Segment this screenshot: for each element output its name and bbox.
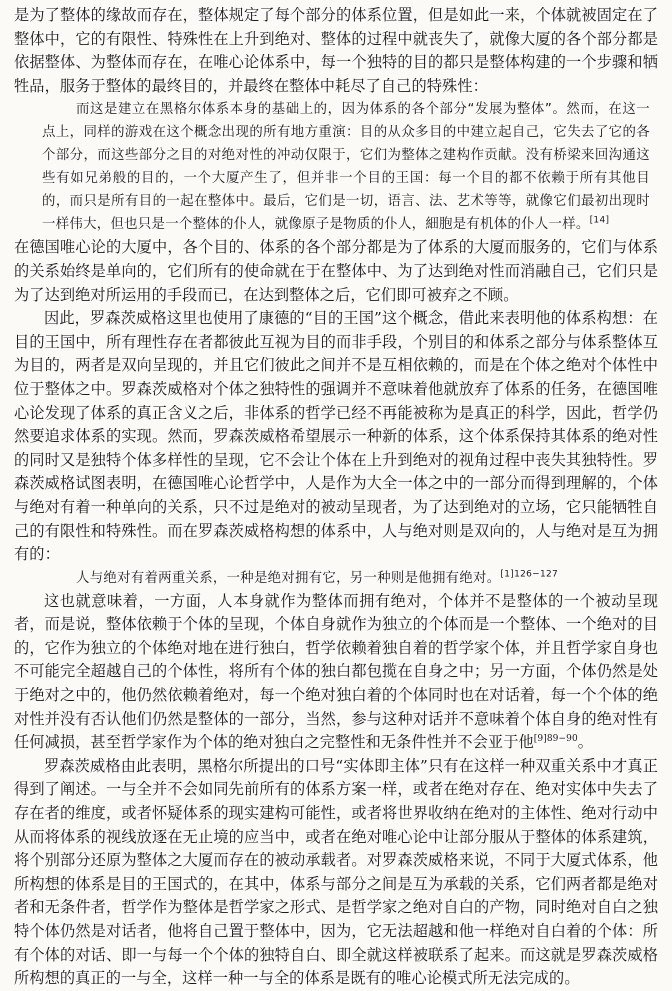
paragraph-1: 是为了整体的缘故而存在，整体规定了每个部分的体系位置，但是如此一来，个体就被固定在了整体中，它的有限性、特殊性在上升到绝对、整体的过程中就丧失了，就像大厦的各个部分都是依据整体、为整体而存在，在唯心论体系中，每一个独特的目的都只是整体构建的一个步骤和牺牲品，服务于整体的最终目的，并最终在整体中耗尽了自己的特殊性： <box>14 6 658 95</box>
block-quote-1 <box>14 98 658 236</box>
paragraph-tail: 。 <box>577 733 594 752</box>
paragraph-3: 因此，罗森茨威格这里也使用了康德的“目的王国”这个概念，借此来表明他的体系构想：在目的王国中，所有理性存在者都彼此互视为目的而非手段，个别目的和体系之部分与体系整体互为目的，两者是双向呈现的，并且它们彼此之间并不是互相依赖的，而是在个体之绝对个体性中位于整体之中。罗森茨威格对个体之独特性的强调并不意味着他就放弃了体系的任务，在德国唯心论发现了体系的真正含义之后，非体系的哲学已经不再能被称为是真正的科学，因此，哲学仍然要追求体系的实现。然而，罗森茨威格希望展示一种新的体系，这个体系保持其体系的绝对性的同时又是独特个体多样性的呈现，它不会让个体在上升到绝对的视角过程中丧失其独特性。罗森茨威格试图表明，在德国唯心论哲学中，人是作为大全一体之中的一部分而得到理解的，个体与绝对有着一种单向的关系，只不过是绝对的被动呈现者，为了达到绝对的立场，它只能牺牲自己的有限性和特殊性。而在罗森茨威格构想的体系中，人与绝对则是双向的，人与绝对是互为拥有的： <box>14 309 658 564</box>
paragraph-text: 这也就意味着，一方面，人本身就作为整体而拥有绝对，个体并不是整体的一个被动呈现者，而是说，整体依赖于个体的呈现，个体自身就作为独立的个体而是一个整体、一个绝对的目的，它作为独立的个体绝对地在进行独白，哲学依赖着独自着的哲学家个体，并且哲学家自身也不可能完全超越自己的个体性，将所有个体的独白都包揽在自身之中；另一方面，个体仍然是处于绝对之中的，他仍然依赖着绝对，每一个绝对独白着的个体同时也在对话着，每一个个体的绝对性并没有否认他们仍然是整体的一部分，当然，参与这种对话并不意味着个体自身的绝对性有任何减损，甚至哲学家作为个体的绝对独白之完整性和无条件性并不会亚于他 <box>14 591 658 752</box>
citation-mark: [1]126−127 <box>500 569 559 580</box>
paragraph-2: 在德国唯心论的大厦中，各个目的、体系的各个部分都是为了体系的大厦而服务的，它们与体系的关系始终是单向的，它们所有的使命就在于在整体中、为了达到绝对性而消融自己，它们只是为了达到绝对所运用的手段而已，在达到整体之后，它们即可被弃之不顾。 <box>14 238 658 304</box>
citation-mark: [9]89−90 <box>533 734 578 745</box>
block-quote-2 <box>14 567 658 590</box>
paragraph-4 <box>14 590 658 755</box>
citation-mark: [14] <box>589 215 610 226</box>
quote-text: 人与绝对有着两重关系，一种是绝对拥有它，另一种则是他拥有绝对。 <box>76 570 501 586</box>
paragraph-5: 罗森茨威格由此表明，黑格尔所提出的口号“实体即主体”只有在这样一种双重关系中才真正得到了阐述。一与全并不会如同先前所有的体系方案一样，或者在绝对存在、绝对实体中失去了存在者的维度，或者怀疑体系的现实建构可能性，或者将世界收纳在绝对的主体性、绝对行动中从而将体系的视线放逐在无止境的应当中，或者在绝对唯心论中让部分服从于整体的体系建筑，将个别部分还原为整体之大厦而存在的被动承载者。对罗森茨威格来说，不同于大厦式体系，他所构想的体系是目的王国式的，在其中，体系与部分之间是互为承载的关系，它们两者都是绝对者和无条件者，哲学作为整体是哲学家之形式、是哲学家之绝对自白的产物，同时绝对自白之独特个体仍然是对话者，他将自己置于整体中，因为，它无法超越和他一样绝对自白着的个体：所有个体的对话、即一与每一个个体的独特自白、即全就这样被联系了起来。而这就是罗森茨威格所构想的真正的一与全，这样一种一与全的体系是既有的唯心论模式所无法完成的。 <box>14 756 658 988</box>
quote-text: 而这是建立在黑格尔体系本身的基础上的，因为体系的各个部分“发展为整体”。然而，在这一点上，同样的游戏在这个概念出现的所有地方重演：目的从众多目的中建立起自己，它失去了它的各个部分，而这些部分之目的对绝对性的冲动仅限于，它们为整体之建构作贡献。没有桥梁来回沟通这些有如兄弟般的目的，一个大厦产生了，但并非一个目的王国：每一个目的都不依赖于所有其他目的，而只是所有目的一起在整体中。最后，它们是一切，语言、法、艺术等等，就像它们最初出现时一样伟大，但也只是一个整体的仆人，就像原子是物质的仆人，細胞是有机体的仆人一样。 <box>42 102 650 233</box>
